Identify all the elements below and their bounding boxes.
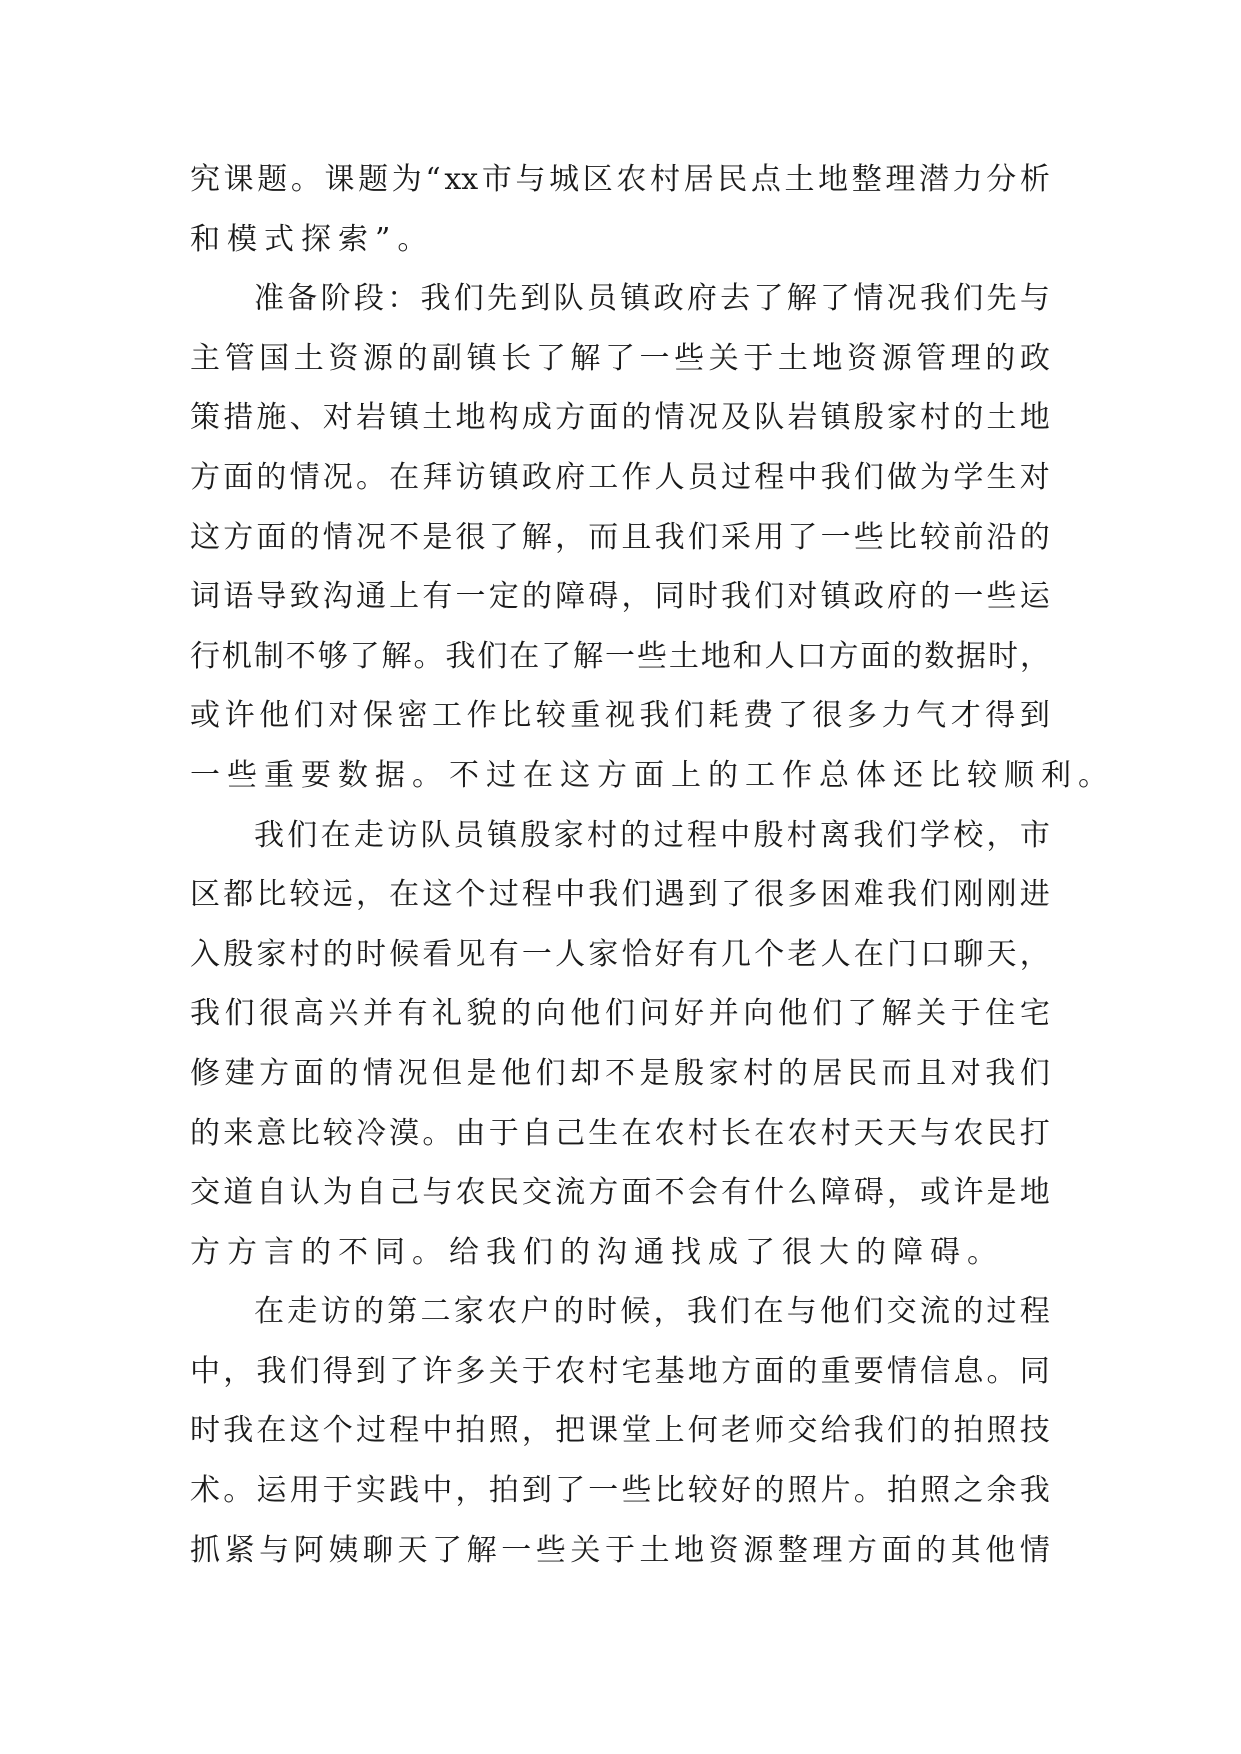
text-line: 一 些 重 要 数 据 。 不 过 在 这 方 面 上 的 工 作 总 体 还 比 较 顺 利 。	[190, 757, 1108, 793]
text-line: 交 道 自 认 为 自 己 与 农 民 交 流 方 面 不 会 有 什 么 障 碍 ， 或 许 是 地	[190, 1175, 1050, 1211]
text-line: 的 来 意 比 较 冷 漠 。 由 于 自 己 生 在 农 村 长 在 农 村 天 天 与 农 民 打	[190, 1115, 1050, 1151]
text-line: 究 课 题 。 课 题 为 “ xx 市 与 城 区 农 村 居 民 点 土 地 整 理 潜 力 分 析	[190, 162, 1050, 197]
text-line: 行 机 制 不 够 了 解 。 我 们 在 了 解 一 些 土 地 和 人 口 方 面 的 数 据 时 ，	[190, 638, 1050, 674]
text-line: 中 ， 我 们 得 到 了 许 多 关 于 农 村 宅 基 地 方 面 的 重 要 情 信 息 。 同	[190, 1353, 1050, 1389]
text-line: 主 管 国 土 资 源 的 副 镇 长 了 解 了 一 些 关 于 土 地 资 源 管 理 的 政	[190, 340, 1050, 376]
text-line: 在 走 访 的 第 二 家 农 户 的 时 候 ， 我 们 在 与 他 们 交 流 的 过 程	[254, 1294, 1050, 1330]
text-line: 入 殷 家 村 的 时 候 看 见 有 一 人 家 恰 好 有 几 个 老 人 在 门 口 聊 天 ，	[190, 936, 1050, 972]
text-line: 准 备 阶 段 ： 我 们 先 到 队 员 镇 政 府 去 了 解 了 情 况 我 们 先 与	[254, 281, 1050, 317]
text-line: 这 方 面 的 情 况 不 是 很 了 解 ， 而 且 我 们 采 用 了 一 些 比 较 前 沿 的	[190, 519, 1050, 555]
text-line: 方 方 言 的 不 同 。 给 我 们 的 沟 通 找 成 了 很 大 的 障 碍 。	[190, 1234, 997, 1270]
text-line: 和 模 式 探 索 ” 。	[190, 221, 428, 257]
text-line: 词 语 导 致 沟 通 上 有 一 定 的 障 碍 ， 同 时 我 们 对 镇 政 府 的 一 些 运	[190, 579, 1050, 615]
text-line: 方 面 的 情 况 。 在 拜 访 镇 政 府 工 作 人 员 过 程 中 我 们 做 为 学 生 对	[190, 459, 1050, 495]
text-line: 区 都 比 较 远 ， 在 这 个 过 程 中 我 们 遇 到 了 很 多 困 难 我 们 刚 刚 进	[190, 877, 1050, 913]
text-line: 我 们 很 高 兴 并 有 礼 貌 的 向 他 们 问 好 并 向 他 们 了 解 关 于 住 宅	[190, 996, 1050, 1032]
text-line: 术 。 运 用 于 实 践 中 ， 拍 到 了 一 些 比 较 好 的 照 片 。 拍 照 之 余 我	[190, 1473, 1050, 1509]
text-line: 抓 紧 与 阿 姨 聊 天 了 解 一 些 关 于 土 地 资 源 整 理 方 面 的 其 他 情	[190, 1532, 1050, 1568]
text-line: 我 们 在 走 访 队 员 镇 殷 家 村 的 过 程 中 殷 村 离 我 们 学 校 ， 市	[254, 817, 1050, 853]
text-line: 时 我 在 这 个 过 程 中 拍 照 ， 把 课 堂 上 何 老 师 交 给 我 们 的 拍 照 技	[190, 1413, 1050, 1449]
text-line: 修 建 方 面 的 情 况 但 是 他 们 却 不 是 殷 家 村 的 居 民 而 且 对 我 们	[190, 1055, 1050, 1091]
text-line: 策 措 施 、 对 岩 镇 土 地 构 成 方 面 的 情 况 及 队 岩 镇 殷 家 村 的 土 地	[190, 400, 1050, 436]
body-text	[190, 150, 1108, 1580]
text-line: 或 许 他 们 对 保 密 工 作 比 较 重 视 我 们 耗 费 了 很 多 力 气 才 得 到	[190, 698, 1050, 734]
